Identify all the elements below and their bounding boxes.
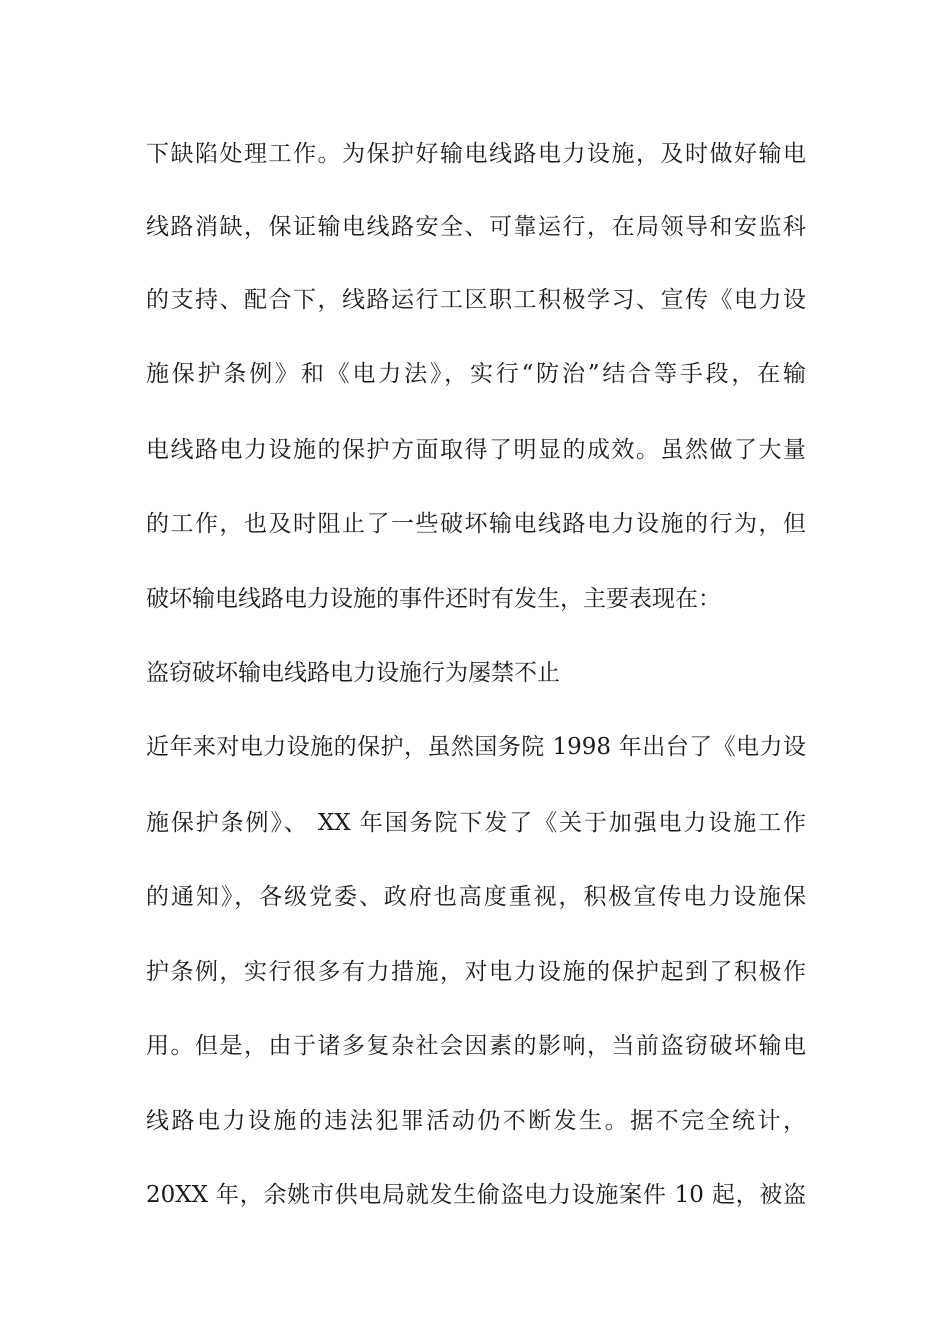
paragraph-line: 施保护条例》、 XX 年国务院下发了《关于加强电力设施工作: [146, 810, 806, 836]
paragraph-line: 的通知》，各级党委、政府也高度重视，积极宣传电力设施保: [146, 884, 806, 910]
paragraph-line: 电线路电力设施的保护方面取得了明显的成效。虽然做了大量: [146, 437, 806, 463]
paragraph-line: 的工作，也及时阻止了一些破坏输电线路电力设施的行为，但: [146, 511, 806, 537]
paragraph-line: 线路消缺，保证输电线路安全、可靠运行，在局领导和安监科: [146, 214, 806, 240]
paragraph-line: 近年来对电力设施的保护，虽然国务院 1998 年出台了《电力设: [146, 734, 806, 760]
paragraph-line: 下缺陷处理工作。为保护好输电线路电力设施，及时做好输电: [146, 141, 806, 167]
section-heading: 盗窃破坏输电线路电力设施行为屡禁不止: [146, 660, 560, 686]
paragraph-line: 线路电力设施的违法犯罪活动仍不断发生。据不完全统计，: [146, 1108, 806, 1134]
paragraph-line: 施保护条例》和《电力法》，实行“防治”结合等手段，在输: [146, 361, 806, 387]
paragraph-line: 的支持、配合下，线路运行工区职工积极学习、宣传《电力设: [146, 287, 806, 313]
paragraph-line: 20XX 年，余姚市供电局就发生偷盗电力设施案件 10 起，被盗: [146, 1182, 806, 1208]
paragraph-line: 破坏输电线路电力设施的事件还时有发生，主要表现在：: [146, 586, 721, 612]
paragraph-line: 护条例，实行很多有力措施，对电力设施的保护起到了积极作: [146, 959, 806, 985]
paragraph-line: 用。但是，由于诸多复杂社会因素的影响，当前盗窃破坏输电: [146, 1033, 806, 1059]
